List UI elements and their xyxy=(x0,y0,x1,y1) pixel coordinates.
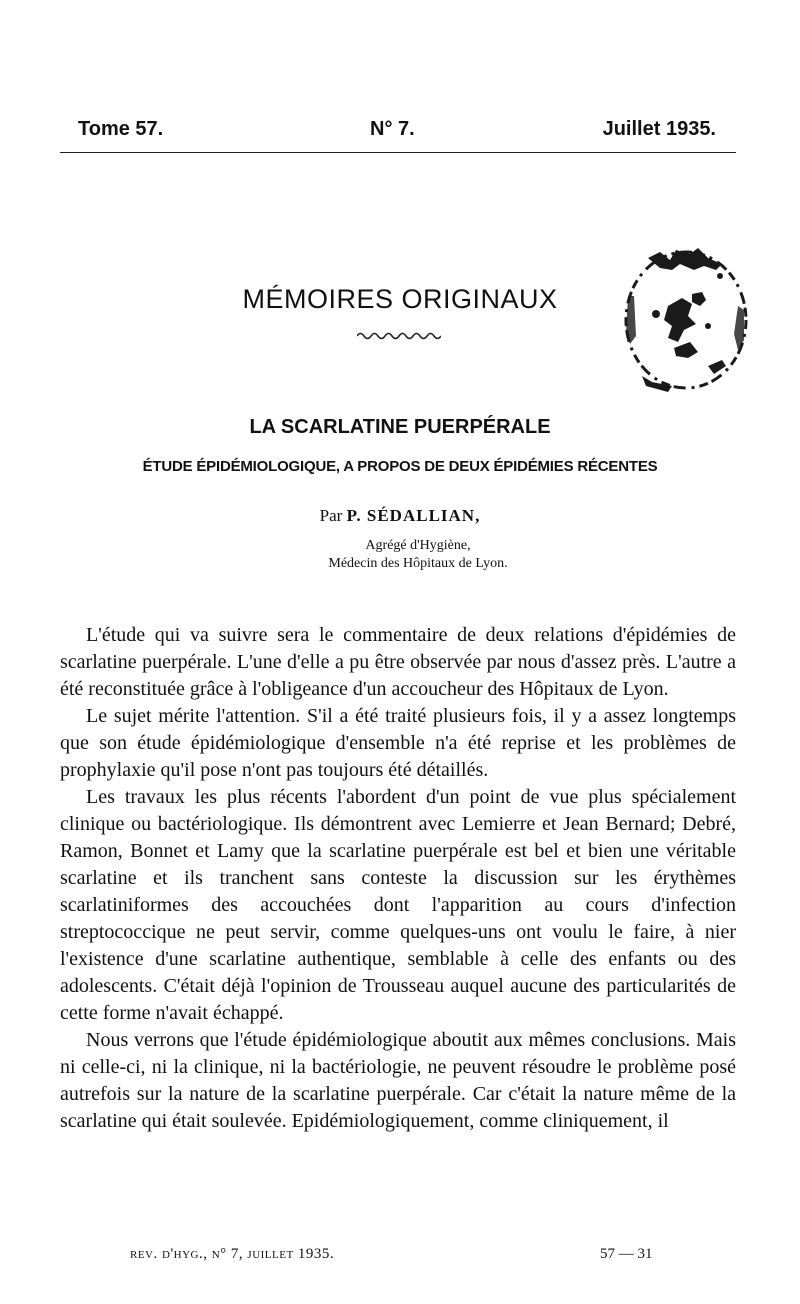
body-paragraph: Nous verrons que l'étude épidémiologique aboutit aux mêmes conclusions. Mais ni celle-ci, ni la clinique, ni la bactériologie, ne peuvent résoudre le problème posé autrefois sur la nature de la scarlatine puerpérale. Car c'était la nature même de la scarlatine qui était soulevée. Epidémiologiquement, comme cliniquement, il xyxy=(60,1029,736,1132)
byline xyxy=(60,506,740,526)
page-footer xyxy=(130,1246,690,1263)
byline-prefix: Par xyxy=(319,506,343,525)
section-title: MÉMOIRES ORIGINAUX xyxy=(242,284,558,314)
library-stamp-icon xyxy=(608,236,758,402)
issue-number: N° 7. xyxy=(370,118,415,140)
article-body xyxy=(60,622,736,1135)
running-header xyxy=(60,114,736,146)
author-affiliation: Agrégé d'Hygiène, xyxy=(365,538,471,553)
ornament-squiggle xyxy=(357,331,441,341)
article-title: LA SCARLATINE PUERPÉRALE xyxy=(249,416,551,438)
author-affiliation: Médecin des Hôpitaux de Lyon. xyxy=(328,556,508,571)
header-rule xyxy=(60,152,736,153)
volume-number: Tome 57. xyxy=(78,118,164,140)
issue-date: Juillet 1935. xyxy=(602,118,716,140)
author-name: P. SÉDALLIAN, xyxy=(346,506,481,525)
body-paragraph: Les travaux les plus récents l'abordent d'un point de vue plus spécialement clinique ou bactériologique. Ils démontrent avec Lemierre et Jean Bernard; Debré, Ramon, Bonnet et Lamy que la scarlatine puerpérale est bel et bien une véritable scarlatine et ils tranchent sans conteste la discussion sur les érythèmes scarlatiniformes des accouchées dont l'apparition au cours d'infection streptococcique ne peut servir, comme quelques-uns ont voulu le faire, à nier l'existence d'une scarlatine authentique, semblable à celle des enfants ou des adolescents. C'était déjà l'opinion de Trousseau auquel aucune des particularités de cette forme n'avait échappé. xyxy=(60,786,736,1024)
article-subtitle: ÉTUDE ÉPIDÉMIOLOGIQUE, A PROPOS DE DEUX ÉPIDÉMIES RÉCENTES xyxy=(142,458,658,475)
body-paragraph: Le sujet mérite l'attention. S'il a été traité plusieurs fois, il y a assez longtemps que son étude épidémiologique d'ensemble n'a été reprise et les problèmes de prophylaxie qu'il pose n'ont pas toujours été détaillés. xyxy=(60,705,736,781)
page-number: 57 — 31 xyxy=(600,1246,653,1262)
journal-reference: rev. d'hyg., n° 7, juillet 1935. xyxy=(130,1246,335,1262)
body-paragraph: L'étude qui va suivre sera le commentaire de deux relations d'épidémies de scarlatine puerpérale. L'une d'elle a pu être observée par nous d'assez près. L'autre a été reconstituée grâce à l'obligeance d'un accoucheur des Hôpitaux de Lyon. xyxy=(60,624,736,700)
